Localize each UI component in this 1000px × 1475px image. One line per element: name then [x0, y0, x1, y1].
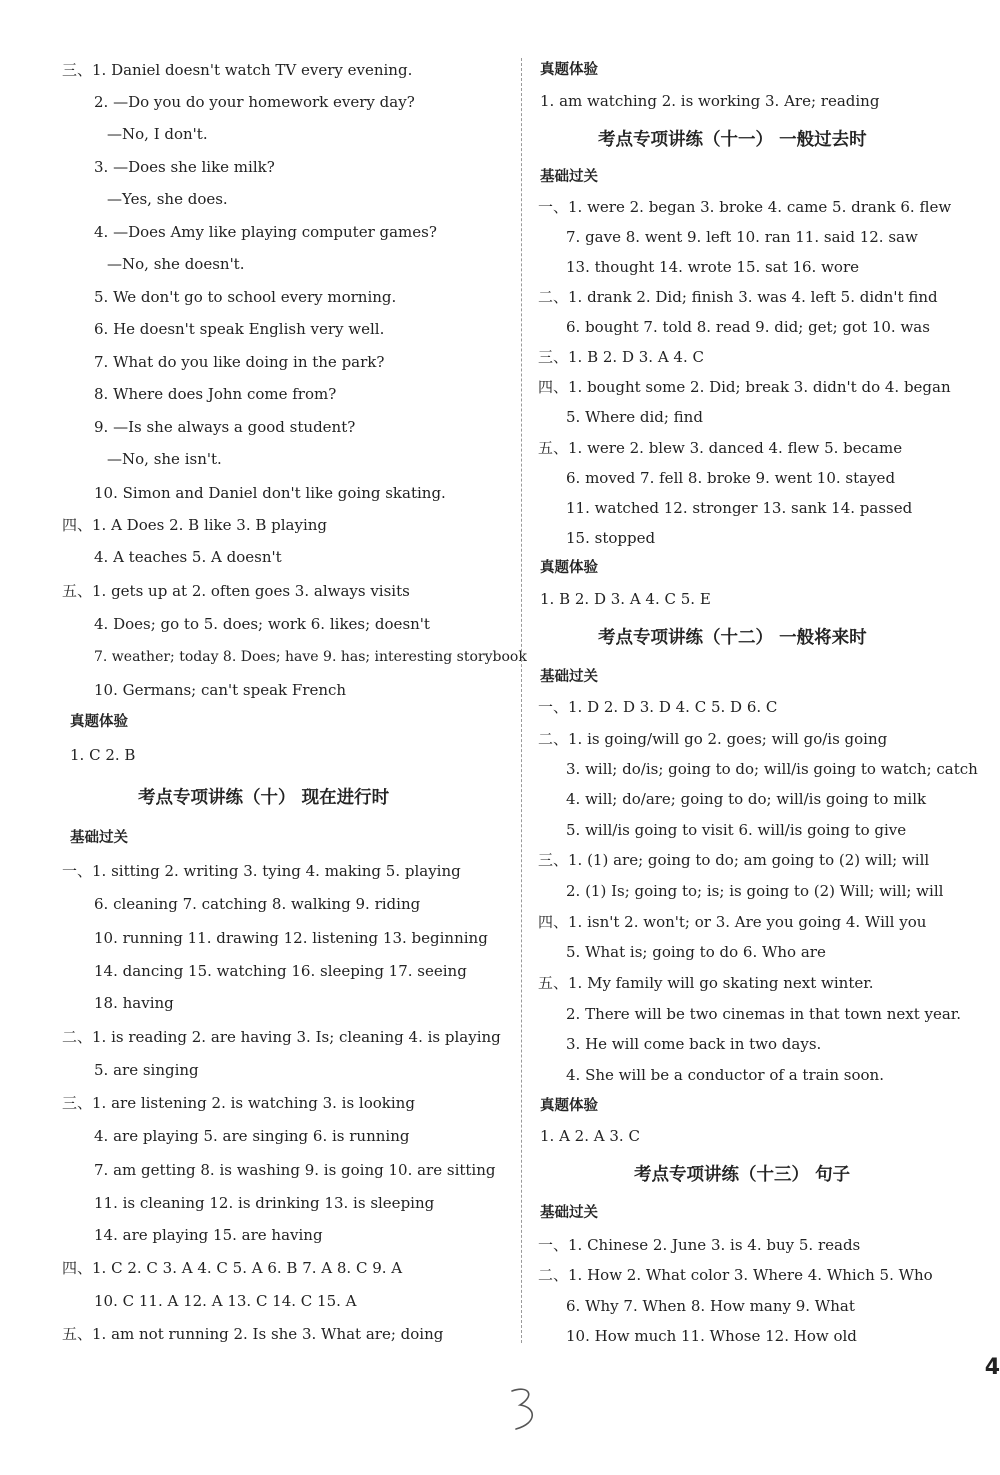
answer-line-right-4: 一、1. were 2. began 3. broke 4. came 5. drank 6. flew	[538, 198, 952, 216]
answer-line-left-2: —No, I don't.	[107, 125, 208, 143]
section-heading-left-23: 基础过关	[70, 830, 128, 846]
answer-line-left-0: 三、1. Daniel doesn't watch TV every evening.	[62, 61, 413, 79]
answer-line-right-23: 4. will; do/are; going to do; will/is going to milk	[566, 790, 927, 808]
answer-line-left-21: 1. C 2. B	[70, 746, 136, 764]
page-number: 4	[984, 1355, 1000, 1380]
section-heading-right-36: 基础过关	[540, 1205, 598, 1221]
answer-line-right-12: 五、1. were 2. blew 3. danced 4. flew 5. became	[538, 439, 903, 457]
answer-line-right-22: 3. will; do/is; going to do; will/is going to watch; catch	[566, 760, 978, 778]
answer-line-left-26: 10. running 11. drawing 12. listening 13. beginning	[94, 929, 488, 947]
unit-title-left-22: 考点专项讲练（十） 现在进行时	[138, 788, 390, 808]
answer-line-left-3: 3. —Does she like milk?	[94, 158, 275, 176]
answer-line-left-12: —No, she isn't.	[107, 450, 222, 468]
answer-line-left-18: 7. weather; today 8. Does; have 9. has; interesting storybook	[94, 649, 527, 665]
answer-line-left-25: 6. cleaning 7. catching 8. walking 9. riding	[94, 895, 421, 913]
unit-title-right-2: 考点专项讲练（十一） 一般过去时	[598, 130, 867, 150]
answer-line-left-33: 7. am getting 8. is washing 9. is going 10. are sitting	[94, 1161, 496, 1179]
answer-line-right-40: 10. How much 11. Whose 12. How old	[566, 1327, 857, 1345]
answer-line-left-8: 6. He doesn't speak English very well.	[94, 320, 385, 338]
answer-line-left-28: 18. having	[94, 994, 174, 1012]
answer-line-right-11: 5. Where did; find	[566, 408, 703, 426]
answer-line-left-29: 二、1. is reading 2. are having 3. Is; cleaning 4. is playing	[62, 1028, 501, 1046]
answer-line-right-21: 二、1. is going/will go 2. goes; will go/is going	[538, 730, 888, 748]
answer-line-left-17: 4. Does; go to 5. does; work 6. likes; doesn't	[94, 615, 430, 633]
answer-line-right-30: 2. There will be two cinemas in that town next year.	[566, 1005, 962, 1023]
answer-line-left-6: —No, she doesn't.	[107, 255, 245, 273]
answer-line-right-17: 1. B 2. D 3. A 4. C 5. E	[540, 590, 711, 608]
answer-line-right-37: 一、1. Chinese 2. June 3. is 4. buy 5. reads	[538, 1236, 861, 1254]
answer-line-right-15: 15. stopped	[566, 529, 656, 547]
answer-line-left-1: 2. —Do you do your homework every day?	[94, 93, 415, 111]
answer-line-left-32: 4. are playing 5. are singing 6. is running	[94, 1127, 410, 1145]
answer-line-left-11: 9. —Is she always a good student?	[94, 418, 356, 436]
answer-line-right-7: 二、1. drank 2. Did; finish 3. was 4. left 5. didn't find	[538, 288, 938, 306]
column-divider	[521, 58, 522, 1343]
answer-line-left-16: 五、1. gets up at 2. often goes 3. always visits	[62, 582, 410, 600]
answer-line-right-25: 三、1. (1) are; going to do; am going to (2) will; will	[538, 851, 930, 869]
answer-line-left-13: 10. Simon and Daniel don't like going skating.	[94, 484, 446, 502]
answer-line-left-5: 4. —Does Amy like playing computer games?	[94, 223, 437, 241]
section-heading-right-0: 真题体验	[540, 62, 598, 78]
answer-line-left-27: 14. dancing 15. watching 16. sleeping 17. seeing	[94, 962, 467, 980]
answer-line-right-29: 五、1. My family will go skating next winter.	[538, 974, 874, 992]
answer-line-left-10: 8. Where does John come from?	[94, 385, 337, 403]
answer-line-left-35: 14. are playing 15. are having	[94, 1226, 323, 1244]
answer-line-left-31: 三、1. are listening 2. is watching 3. is looking	[62, 1094, 415, 1112]
answer-line-left-19: 10. Germans; can't speak French	[94, 681, 347, 699]
answer-line-right-14: 11. watched 12. stronger 13. sank 14. passed	[566, 499, 913, 517]
section-heading-right-19: 基础过关	[540, 669, 598, 685]
answer-line-left-38: 五、1. am not running 2. Is she 3. What are; doing	[62, 1325, 444, 1343]
answer-line-right-39: 6. Why 7. When 8. How many 9. What	[566, 1297, 855, 1315]
answer-line-right-24: 5. will/is going to visit 6. will/is going to give	[566, 821, 907, 839]
answer-line-left-36: 四、1. C 2. C 3. A 4. C 5. A 6. B 7. A 8. C 9. A	[62, 1259, 403, 1277]
answer-line-left-34: 11. is cleaning 12. is drinking 13. is sleeping	[94, 1194, 435, 1212]
answer-line-right-20: 一、1. D 2. D 3. D 4. C 5. D 6. C	[538, 698, 778, 716]
section-heading-right-16: 真题体验	[540, 560, 598, 576]
answer-line-left-9: 7. What do you like doing in the park?	[94, 353, 385, 371]
answer-line-right-13: 6. moved 7. fell 8. broke 9. went 10. stayed	[566, 469, 896, 487]
answer-line-right-28: 5. What is; going to do 6. Who are	[566, 943, 826, 961]
answer-line-right-27: 四、1. isn't 2. won't; or 3. Are you going 4. Will you	[538, 913, 927, 931]
section-heading-right-33: 真题体验	[540, 1098, 598, 1114]
answer-line-right-34: 1. A 2. A 3. C	[540, 1127, 640, 1145]
answer-line-right-9: 三、1. B 2. D 3. A 4. C	[538, 348, 704, 366]
answer-line-right-31: 3. He will come back in two days.	[566, 1035, 822, 1053]
answer-line-left-15: 4. A teaches 5. A doesn't	[94, 548, 282, 566]
answer-line-right-1: 1. am watching 2. is working 3. Are; reading	[540, 92, 880, 110]
answer-line-left-14: 四、1. A Does 2. B like 3. B playing	[62, 516, 328, 534]
unit-title-right-35: 考点专项讲练（十三） 句子	[634, 1165, 851, 1185]
answer-line-left-24: 一、1. sitting 2. writing 3. tying 4. making 5. playing	[62, 862, 461, 880]
answer-line-right-38: 二、1. How 2. What color 3. Where 4. Which 5. Who	[538, 1266, 933, 1284]
answer-line-left-30: 5. are singing	[94, 1061, 199, 1079]
answer-line-left-4: —Yes, she does.	[107, 190, 228, 208]
answer-line-right-8: 6. bought 7. told 8. read 9. did; get; got 10. was	[566, 318, 930, 336]
handwritten-mark	[506, 1385, 546, 1433]
section-heading-right-3: 基础过关	[540, 169, 598, 185]
unit-title-right-18: 考点专项讲练（十二） 一般将来时	[598, 628, 867, 648]
answer-line-right-32: 4. She will be a conductor of a train soon.	[566, 1066, 884, 1084]
answer-line-right-26: 2. (1) Is; going to; is; is going to (2) Will; will; will	[566, 882, 944, 900]
answer-line-right-5: 7. gave 8. went 9. left 10. ran 11. said 12. saw	[566, 228, 918, 246]
answer-line-right-6: 13. thought 14. wrote 15. sat 16. wore	[566, 258, 859, 276]
answer-line-right-10: 四、1. bought some 2. Did; break 3. didn't do 4. began	[538, 378, 951, 396]
answer-line-left-7: 5. We don't go to school every morning.	[94, 288, 397, 306]
section-heading-left-20: 真题体验	[70, 714, 128, 730]
answer-line-left-37: 10. C 11. A 12. A 13. C 14. C 15. A	[94, 1292, 357, 1310]
